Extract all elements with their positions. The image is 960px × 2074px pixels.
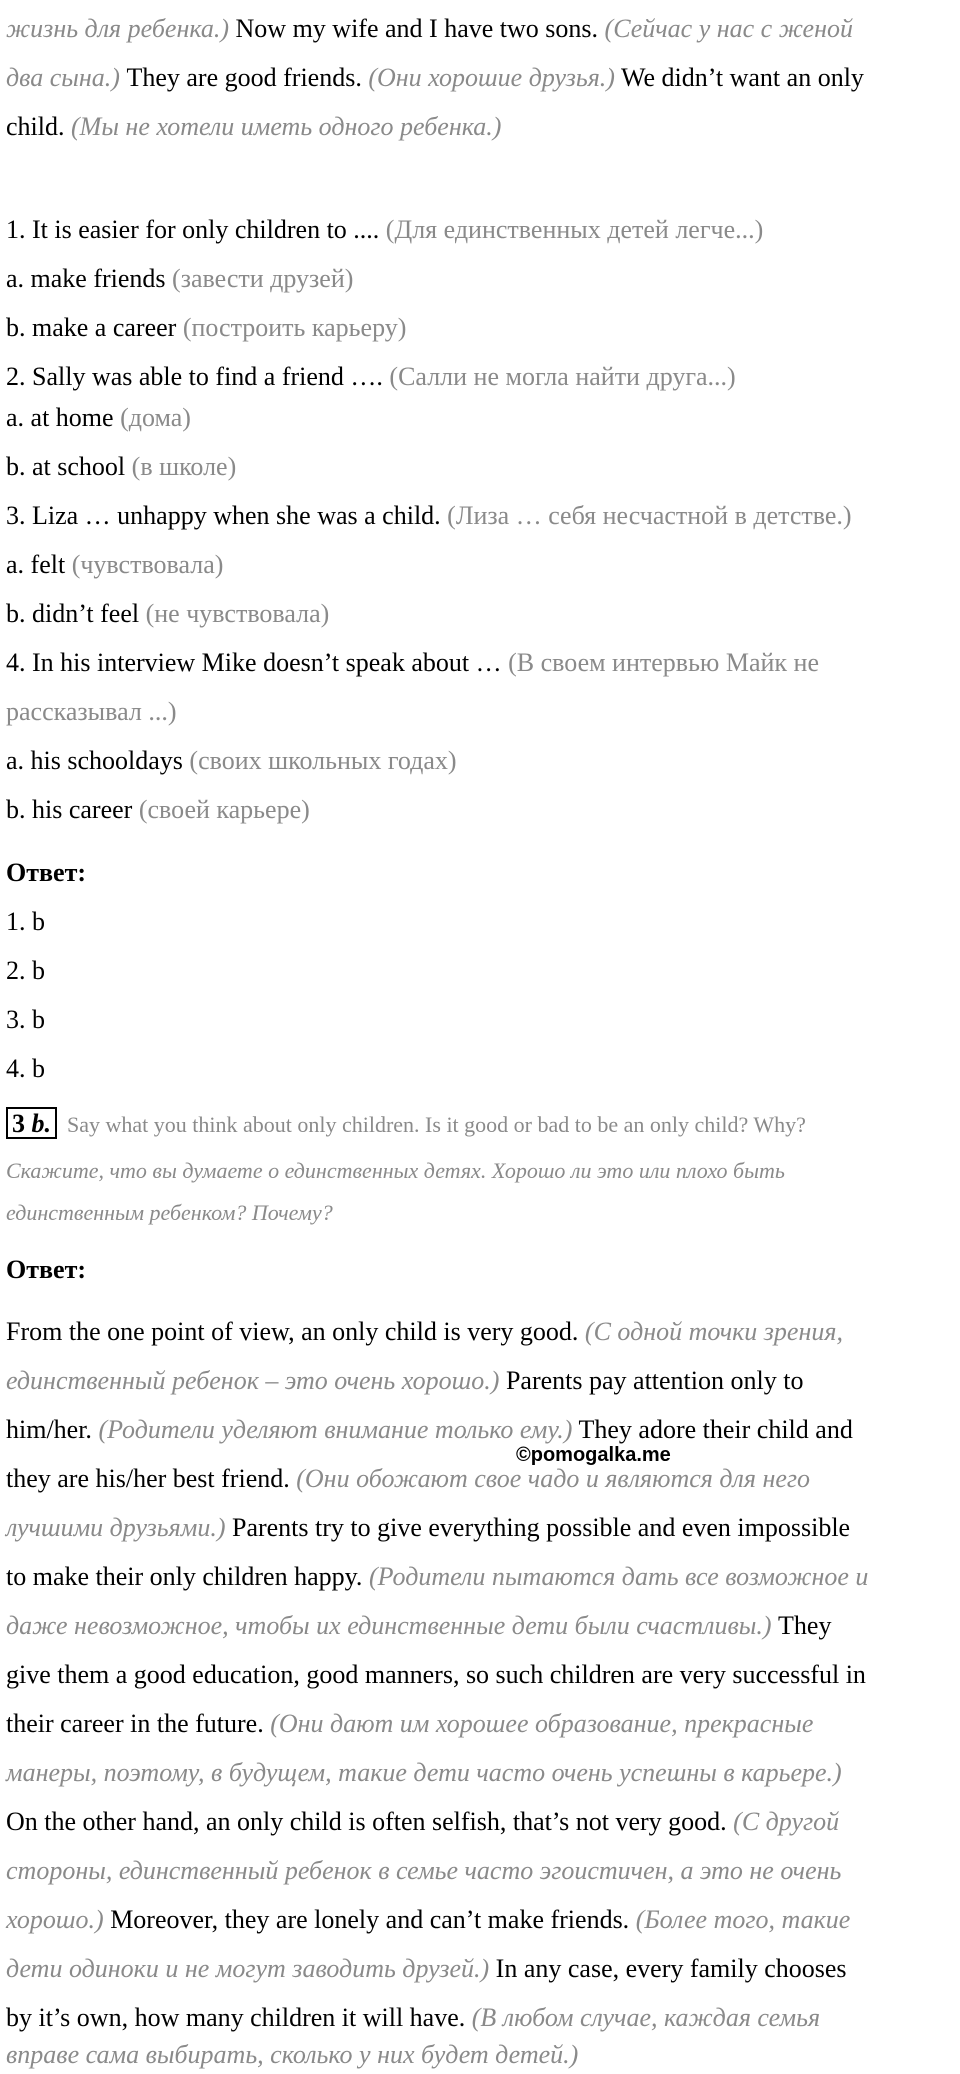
- translation-text: (Они обожают свое чадо и являются для него: [296, 1464, 811, 1493]
- option-1b: [6, 311, 406, 345]
- english-text: Parents try to give everything possible and even impossible: [231, 1513, 851, 1542]
- essay-line: [6, 1609, 831, 1643]
- question-3: [6, 499, 852, 533]
- question-text: 1. It is easier for only children to ....: [6, 215, 380, 244]
- option-translation: (чувствовала): [71, 550, 224, 579]
- watermark: ©pomogalka.me: [516, 1444, 671, 1466]
- text-line: [6, 61, 864, 95]
- essay-line: [6, 1756, 842, 1790]
- option-translation: (завести друзей): [172, 264, 354, 293]
- question-translation: рассказывал ...): [6, 697, 177, 726]
- translation-text: даже невозможное, чтобы их единственные дети были счастливы.): [6, 1611, 772, 1640]
- essay-line: [6, 1462, 810, 1496]
- translation-text: (С другой: [733, 1807, 840, 1836]
- option-text: a. make friends: [6, 264, 166, 293]
- task-prompt-text: Say what you think about only children. Is it good or bad to be an only child? Why?: [67, 1112, 806, 1137]
- essay-line: [6, 1952, 847, 1986]
- english-text: their career in the future.: [6, 1709, 264, 1738]
- translation-text: жизнь для ребенка.): [6, 14, 230, 43]
- question-4: [6, 646, 819, 680]
- question-text: 4. In his interview Mike doesn’t speak about …: [6, 648, 502, 677]
- task-letter: b.: [31, 1109, 51, 1138]
- option-translation: (своей карьере): [138, 795, 310, 824]
- english-text: Now my wife and I have two sons.: [235, 14, 599, 43]
- translation-text: два сына.): [6, 63, 120, 92]
- option-4a: [6, 744, 457, 778]
- option-3b: [6, 597, 329, 631]
- translation-text: вправе сама выбирать, сколько у них будет детей.): [6, 2040, 579, 2069]
- english-text: On the other hand, an only child is often selfish, that’s not very good.: [6, 1807, 727, 1836]
- essay-line: [6, 1315, 843, 1349]
- translation-text: (Сейчас у нас с женой: [604, 14, 853, 43]
- question-1: [6, 213, 763, 247]
- question-translation: (Салли не могла найти друга...): [389, 362, 736, 391]
- english-text: Parents pay attention only to: [505, 1366, 804, 1395]
- translation-text: (Они дают им хорошее образование, прекрасные: [270, 1709, 814, 1738]
- essay-line: [6, 1560, 868, 1594]
- option-3a: [6, 548, 223, 582]
- english-text: they are his/her best friend.: [6, 1464, 290, 1493]
- option-text: b. his career: [6, 795, 133, 824]
- answer-heading: Ответ:: [6, 858, 87, 887]
- essay-line: [6, 1707, 813, 1741]
- question-text: 2. Sally was able to find a friend ….: [6, 362, 383, 391]
- option-text: a. at home: [6, 403, 114, 432]
- option-2a: [6, 401, 191, 435]
- translation-text: единственный ребенок – это очень хорошо.): [6, 1366, 500, 1395]
- option-1a: [6, 262, 353, 296]
- option-translation: (своих школьных годах): [189, 746, 457, 775]
- question-text: 3. Liza … unhappy when she was a child.: [6, 501, 441, 530]
- task-prompt: [6, 1107, 806, 1142]
- essay-line: [6, 1903, 850, 1937]
- option-4b: [6, 793, 310, 827]
- question-4-cont: [6, 695, 176, 729]
- text-line: [6, 12, 853, 46]
- translation-text: дети одиноки и не могут заводить друзей.): [6, 1954, 490, 1983]
- translation-text: (Родители уделяют внимание только ему.): [98, 1415, 573, 1444]
- option-translation: (дома): [120, 403, 191, 432]
- question-translation: (Лиза … себя несчастной в детстве.): [447, 501, 852, 530]
- task-number: 3: [12, 1109, 25, 1138]
- english-text: From the one point of view, an only child is very good.: [6, 1317, 579, 1346]
- translation-text: (Они хорошие друзья.): [368, 63, 615, 92]
- english-text: to make their only children happy.: [6, 1562, 363, 1591]
- answer-item: 4. b: [6, 1054, 45, 1083]
- translation-text: (Более того, такие: [635, 1905, 851, 1934]
- english-text: give them a good education, good manners, so such children are very successful in: [6, 1660, 866, 1689]
- english-text: In any case, every family chooses: [495, 1954, 847, 1983]
- essay-line: [6, 1364, 803, 1398]
- translation-text: (Родители пытаются дать все возможное и: [368, 1562, 869, 1591]
- option-2b: [6, 450, 236, 484]
- translation-text: манеры, поэтому, в будущем, такие дети часто очень успешны в карьере.): [6, 1758, 842, 1787]
- translation-text: стороны, единственный ребенок в семье часто эгоистичен, а это не очень: [6, 1856, 842, 1885]
- english-text: They adore their child and: [578, 1415, 853, 1444]
- english-text: We didn’t want an only: [620, 63, 864, 92]
- text-line: [6, 110, 501, 144]
- essay-line: [6, 1805, 839, 1839]
- english-text: Moreover, they are lonely and can’t make friends.: [110, 1905, 630, 1934]
- essay-line: [6, 1658, 866, 1692]
- translation-text: хорошо.): [6, 1905, 104, 1934]
- answer-item: 1. b: [6, 907, 45, 936]
- essay-line: [6, 1413, 853, 1447]
- option-text: a. felt: [6, 550, 66, 579]
- question-translation: (В своем интервью Майк не: [508, 648, 820, 677]
- answer-item: 2. b: [6, 956, 45, 985]
- english-text: by it’s own, how many children it will have.: [6, 2003, 466, 2032]
- task-translation: Скажите, что вы думаете о единственных детях. Хорошо ли это или плохо быть: [6, 1158, 785, 1183]
- english-text: child.: [6, 112, 65, 141]
- option-translation: (не чувствовала): [145, 599, 330, 628]
- answer-item: 3. b: [6, 1005, 45, 1034]
- option-translation: (в школе): [131, 452, 237, 481]
- english-text: him/her.: [6, 1415, 92, 1444]
- translation-text: лучшими друзьями.): [6, 1513, 226, 1542]
- answer-heading: Ответ:: [6, 1255, 87, 1284]
- english-text: They: [778, 1611, 832, 1640]
- translation-text: (Мы не хотели иметь одного ребенка.): [71, 112, 502, 141]
- translation-text: (В любом случае, каждая семья: [471, 2003, 821, 2032]
- question-translation: (Для единственных детей легче...): [385, 215, 764, 244]
- task-translation: единственным ребенком? Почему?: [6, 1200, 333, 1225]
- essay-line: [6, 2001, 820, 2035]
- translation-text: (С одной точки зрения,: [584, 1317, 843, 1346]
- question-2: [6, 360, 736, 394]
- option-text: b. didn’t feel: [6, 599, 140, 628]
- option-text: b. at school: [6, 452, 126, 481]
- essay-line: [6, 1854, 841, 1888]
- task-number-badge: [6, 1107, 57, 1139]
- essay-line: [6, 2038, 578, 2072]
- option-text: a. his schooldays: [6, 746, 183, 775]
- english-text: They are good friends.: [126, 63, 362, 92]
- option-translation: (построить карьеру): [182, 313, 407, 342]
- essay-line: [6, 1511, 850, 1545]
- option-text: b. make a career: [6, 313, 177, 342]
